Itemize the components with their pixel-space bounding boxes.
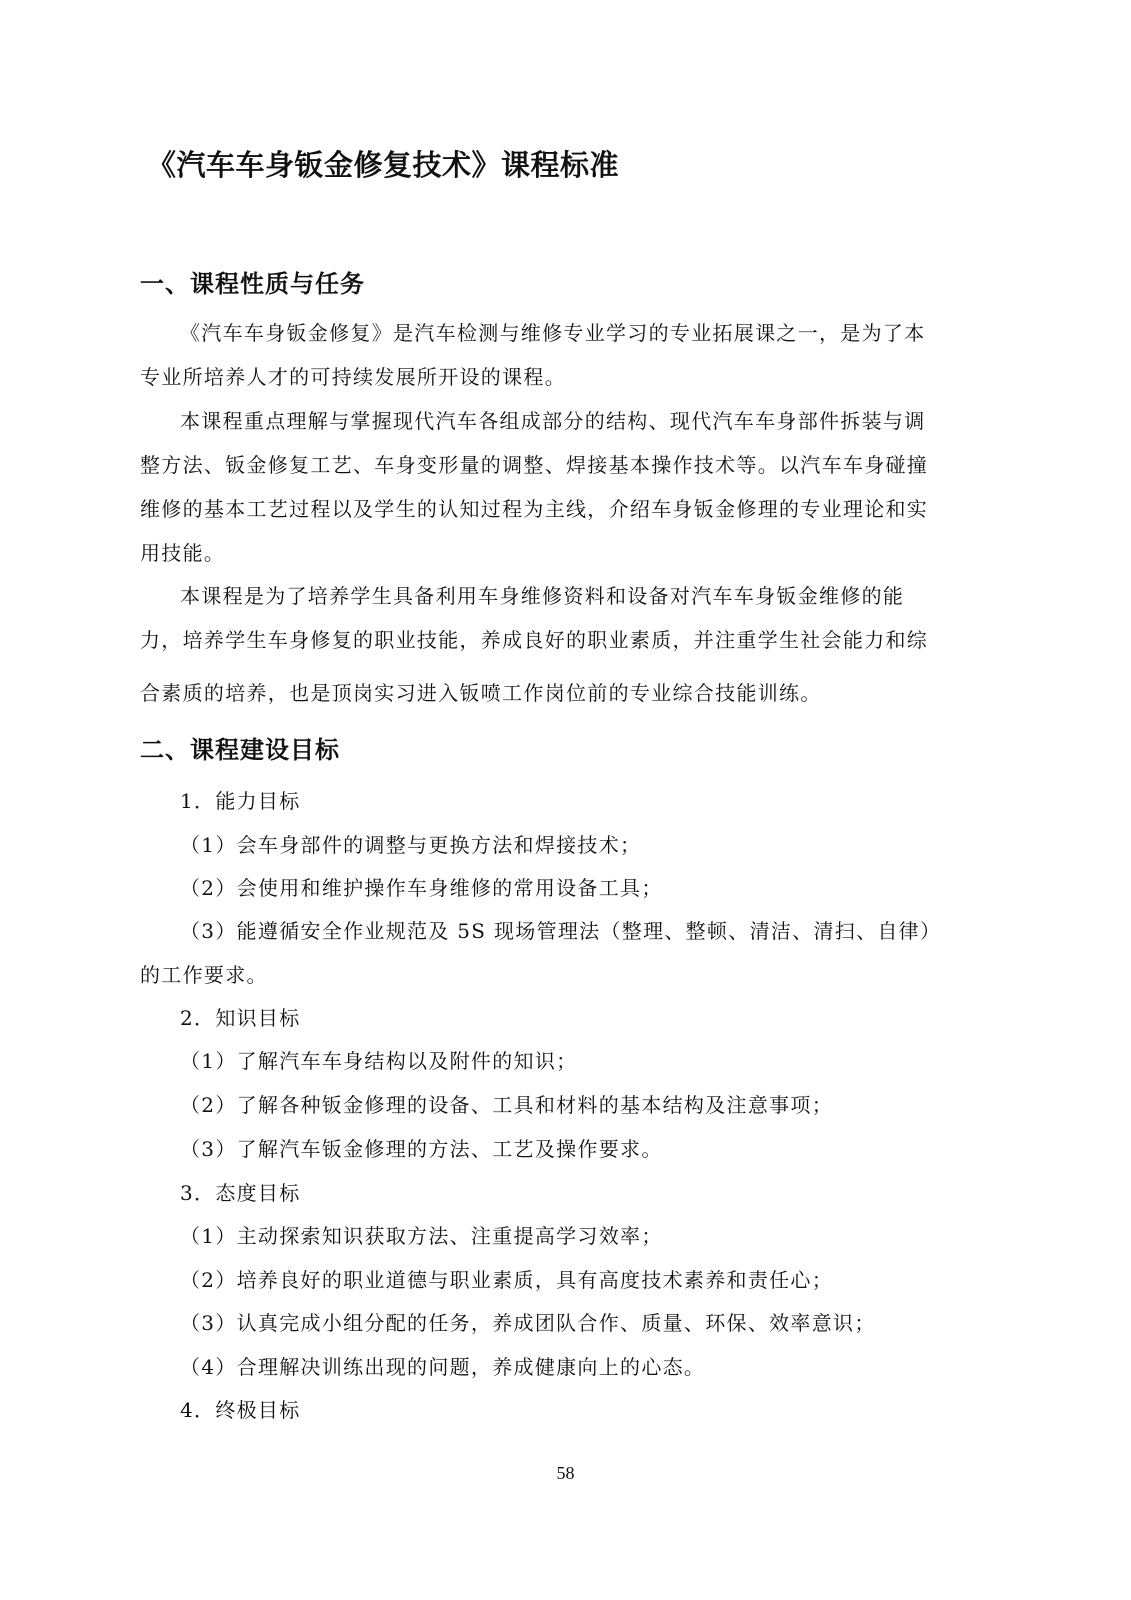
paragraph-line: 用技能。: [140, 541, 226, 565]
list-item: （1）了解汽车车身结构以及附件的知识；: [180, 1049, 578, 1073]
list-item-continuation: 的工作要求。: [140, 963, 268, 987]
document-title: 《汽车车身钣金修复技术》课程标准: [147, 148, 620, 182]
paragraph-line: 专业所培养人才的可持续发展所开设的课程。: [140, 365, 566, 389]
section-heading-1: 一、课程性质与任务: [140, 270, 365, 298]
page-number: 58: [556, 1463, 575, 1483]
paragraph-line: 《汽车车身钣金修复》是汽车检测与维修专业学习的专业拓展课之一，是为了本: [180, 321, 926, 345]
list-item: （4）合理解决训练出现的问题，养成健康向上的心态。: [180, 1355, 706, 1379]
subsection-title-knowledge: 2．知识目标: [180, 1006, 301, 1030]
section-heading-2: 二、课程建设目标: [140, 736, 340, 764]
list-item: （3）认真完成小组分配的任务，养成团队合作、质量、环保、效率意识；: [180, 1311, 876, 1335]
paragraph-line: 合素质的培养，也是顶岗实习进入钣喷工作岗位前的专业综合技能训练。: [140, 681, 822, 705]
paragraph-line: 本课程重点理解与掌握现代汽车各组成部分的结构、现代汽车车身部件拆装与调: [180, 409, 926, 433]
paragraph-line: 本课程是为了培养学生具备利用车身维修资料和设备对汽车车身钣金维修的能: [180, 584, 905, 608]
list-item: （3）能遵循安全作业规范及 5S 现场管理法（整理、整顿、清洁、清扫、自律）: [180, 919, 942, 943]
list-item: （2）了解各种钣金修理的设备、工具和材料的基本结构及注意事项；: [180, 1093, 834, 1117]
paragraph-line: 整方法、钣金修复工艺、车身变形量的调整、焊接基本操作技术等。以汽车车身碰撞: [140, 453, 929, 477]
subsection-title-ultimate: 4．终极目标: [180, 1398, 301, 1422]
subsection-title-ability: 1．能力目标: [180, 789, 301, 813]
paragraph-line: 力，培养学生车身修复的职业技能，养成良好的职业素质，并注重学生社会能力和综: [140, 628, 929, 652]
paragraph-line: 维修的基本工艺过程以及学生的认知过程为主线，介绍车身钣金修理的专业理论和实: [140, 497, 929, 521]
list-item: （3）了解汽车钣金修理的方法、工艺及操作要求。: [180, 1137, 663, 1161]
subsection-title-attitude: 3．态度目标: [180, 1181, 301, 1205]
list-item: （1）会车身部件的调整与更换方法和焊接技术；: [180, 833, 642, 857]
list-item: （2）培养良好的职业道德与职业素质，具有高度技术素养和责任心；: [180, 1268, 834, 1292]
list-item: （1）主动探索知识获取方法、注重提高学习效率；: [180, 1224, 663, 1248]
list-item: （2）会使用和维护操作车身维修的常用设备工具；: [180, 876, 663, 900]
